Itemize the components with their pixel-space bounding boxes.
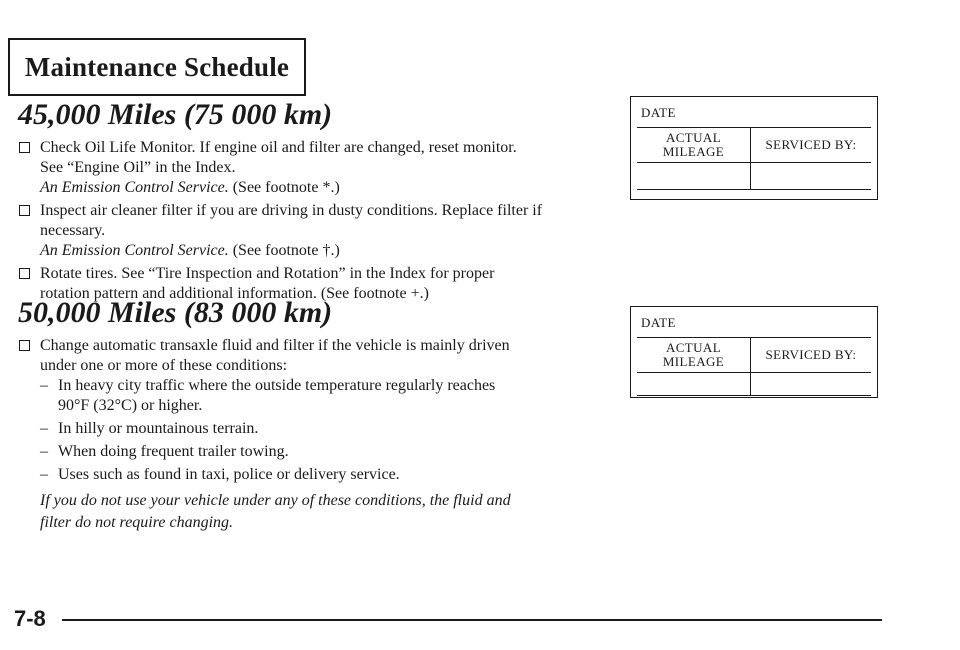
checkbox[interactable] — [19, 142, 30, 153]
closing-text: If you do not use your vehicle under any of these conditions, the fluid and — [40, 492, 511, 509]
condition-item — [18, 465, 600, 485]
item-text: rotation pattern and additional information. (See footnote +.) — [40, 285, 429, 302]
note-plain: (See footnote *.) — [228, 179, 340, 196]
mileage-label-line: ACTUAL — [665, 130, 722, 145]
page-title: Maintenance Schedule — [24, 51, 290, 82]
closing-note — [18, 490, 600, 534]
item-text: Check Oil Life Monitor. If engine oil and filter are changed, reset monitor. — [40, 139, 517, 156]
item-text: Rotate tires. See “Tire Inspection and Rotation” in the Index for proper — [40, 265, 495, 282]
condition-item — [18, 419, 600, 439]
serviced-by-entry-field[interactable] — [751, 163, 871, 189]
section-heading: 45,000 Miles (75 000 km) — [18, 98, 333, 131]
item-text: Change automatic transaxle fluid and filter if the vehicle is mainly driven — [40, 337, 510, 354]
date-field[interactable] — [631, 307, 877, 337]
closing-text: filter do not require changing. — [40, 514, 234, 531]
serviced-by-label: SERVICED BY: — [765, 347, 857, 362]
checkbox[interactable] — [19, 205, 30, 216]
section-45000-miles — [18, 100, 630, 304]
actual-mileage-label — [637, 128, 751, 162]
note-italic: An Emission Control Service. — [40, 179, 229, 196]
item-text: under one or more of these conditions: — [40, 357, 288, 374]
note-italic: An Emission Control Service. — [40, 242, 229, 259]
date-label: DATE — [641, 105, 676, 120]
mileage-entry-field[interactable] — [637, 373, 751, 395]
service-record-box-50000 — [630, 306, 878, 398]
item-note — [40, 178, 630, 198]
condition-text: 90°F (32°C) or higher. — [58, 397, 203, 414]
dash-bullet: – — [40, 377, 48, 394]
checklist-item-air-filter — [18, 201, 630, 261]
checklist-item-transaxle-fluid — [18, 336, 630, 376]
item-note — [40, 241, 630, 261]
condition-text: In heavy city traffic where the outside temperature regularly reaches — [58, 377, 496, 394]
section-title-box — [8, 38, 306, 96]
condition-item — [18, 442, 600, 462]
item-text: See “Engine Oil” in the Index. — [40, 159, 236, 176]
mileage-entry-field[interactable] — [637, 163, 751, 189]
section-heading: 50,000 Miles (83 000 km) — [18, 296, 333, 329]
record-entry-row — [637, 162, 871, 190]
record-header-row — [637, 127, 871, 162]
checklist-item-oil-life — [18, 138, 630, 198]
record-entry-row — [637, 372, 871, 396]
condition-text: In hilly or mountainous terrain. — [58, 420, 259, 437]
mileage-label-line: MILEAGE — [662, 144, 725, 159]
page-number: 7-8 — [14, 606, 46, 631]
checkbox[interactable] — [19, 340, 30, 351]
item-text: necessary. — [40, 222, 106, 239]
actual-mileage-label — [637, 338, 751, 372]
dash-bullet: – — [40, 420, 48, 437]
dash-bullet: – — [40, 443, 48, 460]
condition-item — [18, 376, 600, 416]
checkbox[interactable] — [19, 268, 30, 279]
section-50000-miles — [18, 298, 630, 534]
condition-text: When doing frequent trailer towing. — [58, 443, 289, 460]
condition-text: Uses such as found in taxi, police or delivery service. — [58, 466, 400, 483]
serviced-by-entry-field[interactable] — [751, 373, 871, 395]
date-label: DATE — [641, 315, 676, 330]
footer-rule — [62, 619, 882, 621]
dash-bullet: – — [40, 466, 48, 483]
date-field[interactable] — [631, 97, 877, 127]
note-plain: (See footnote †.) — [228, 242, 340, 259]
item-text: Inspect air cleaner filter if you are driving in dusty conditions. Replace filter if — [40, 202, 543, 219]
service-record-box-45000 — [630, 96, 878, 200]
mileage-label-line: ACTUAL — [665, 340, 722, 355]
mileage-label-line: MILEAGE — [662, 354, 725, 369]
record-header-row — [637, 337, 871, 372]
serviced-by-label: SERVICED BY: — [765, 137, 857, 152]
